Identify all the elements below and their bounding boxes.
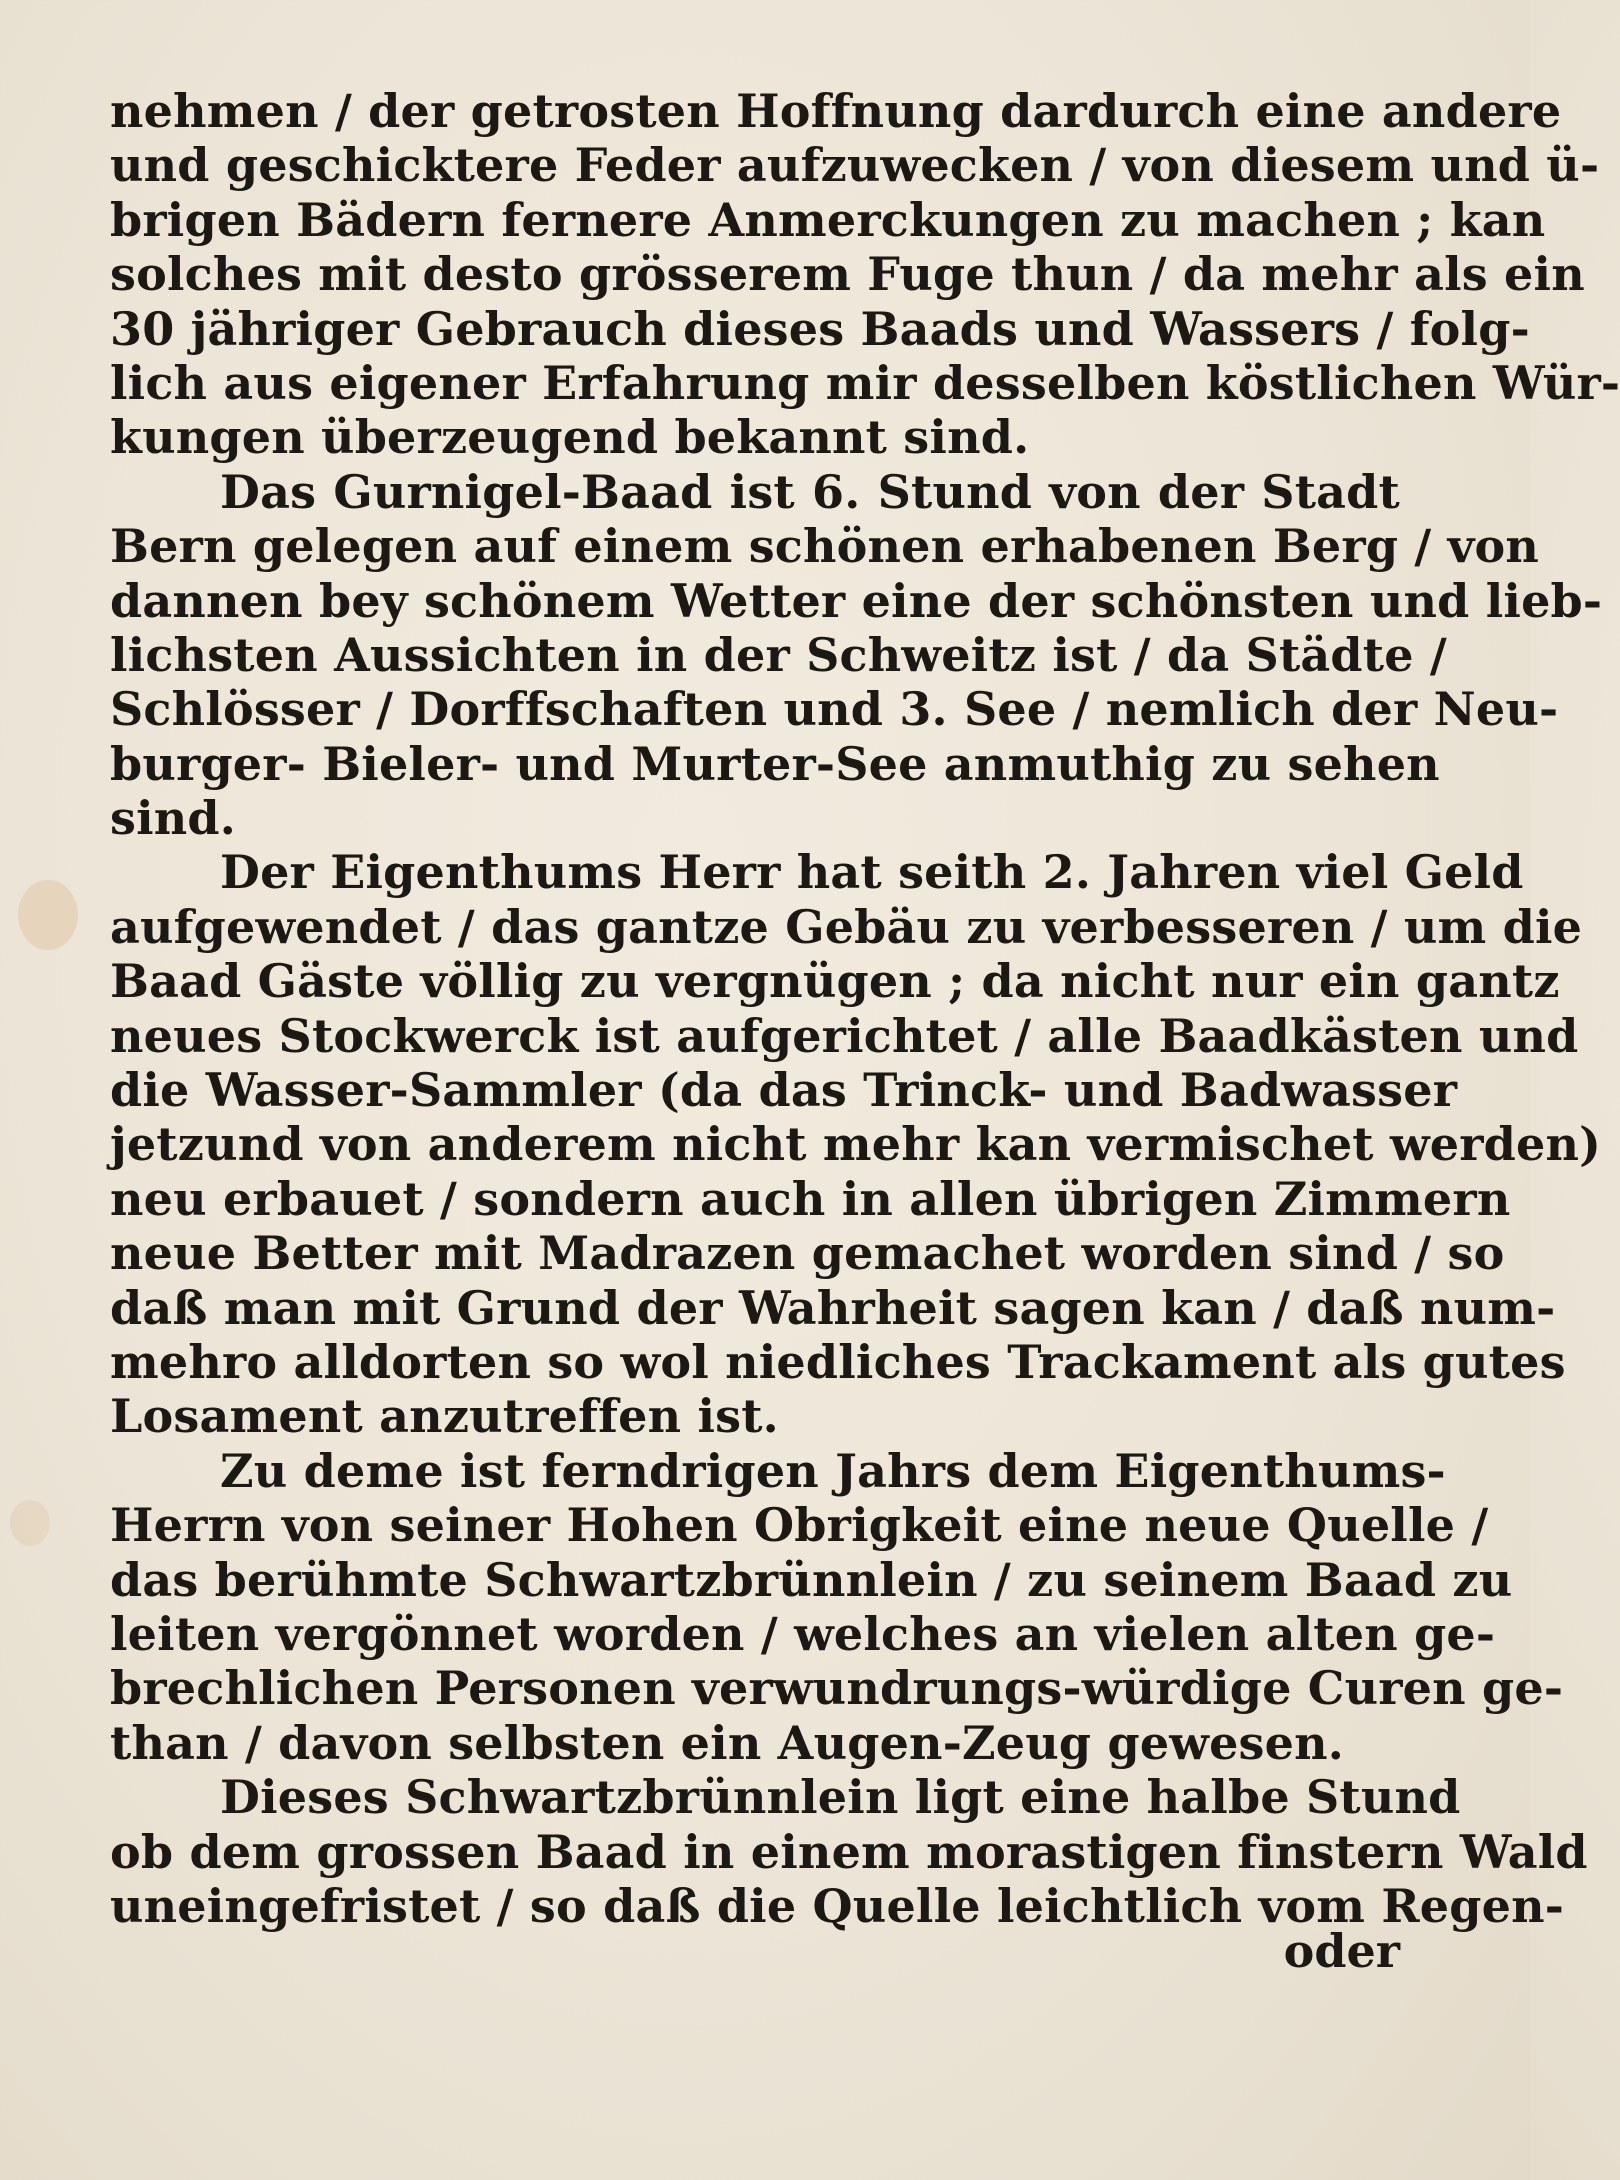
text-line: die Wasser-Sammler (da das Trinck- und Badwasser bbox=[110, 1063, 1458, 1118]
body-text bbox=[110, 84, 1620, 1933]
text-line: neu erbauet / sondern auch in allen übrigen Zimmern bbox=[110, 1171, 1511, 1226]
text-line: solches mit desto grösserem Fuge thun / da mehr als ein bbox=[110, 247, 1585, 302]
text-line: mehro alldorten so wol niedliches Trackament als gutes bbox=[110, 1334, 1566, 1389]
text-line: 30 jähriger Gebrauch dieses Baads und Wassers / folg- bbox=[110, 301, 1530, 356]
text-line: aufgewendet / das gantze Gebäu zu verbesseren / um die bbox=[110, 899, 1583, 954]
text-line: das berühmte Schwartzbrünnlein / zu seinem Baad zu bbox=[110, 1552, 1513, 1607]
text-line: Bern gelegen auf einem schönen erhabenen Berg / von bbox=[110, 519, 1540, 574]
text-line: und geschicktere Feder aufzuwecken / von diesem und ü- bbox=[110, 138, 1600, 193]
text-line: lich aus eigener Erfahrung mir desselben köstlichen Wür- bbox=[110, 355, 1620, 410]
text-line: nehmen / der getrosten Hoffnung dardurch eine andere bbox=[110, 84, 1562, 138]
paragraph-first-line: Der Eigenthums Herr hat seith 2. Jahren viel Geld bbox=[220, 845, 1524, 900]
text-line: ob dem grossen Baad in einem morastigen finstern Wald bbox=[110, 1824, 1588, 1879]
text-line: daß man mit Grund der Wahrheit sagen kan / daß num- bbox=[110, 1280, 1556, 1335]
text-line: burger- Bieler- und Murter-See anmuthig zu sehen bbox=[110, 736, 1440, 791]
catchword: oder bbox=[1283, 1924, 1400, 1978]
text-line: dannen bey schönem Wetter eine der schönsten und lieb- bbox=[110, 573, 1603, 628]
text-line: brigen Bädern fernere Anmerckungen zu machen ; kan bbox=[110, 192, 1546, 247]
paragraph-first-line: Zu deme ist ferndrigen Jahrs dem Eigenthums- bbox=[220, 1443, 1446, 1498]
text-line: Schlösser / Dorffschaften und 3. See / nemlich der Neu- bbox=[110, 682, 1559, 737]
text-line: leiten vergönnet worden / welches an vielen alten ge- bbox=[110, 1606, 1496, 1661]
text-line: kungen überzeugend bekannt sind. bbox=[110, 410, 1030, 465]
paper-stain bbox=[18, 880, 78, 950]
text-line: brechlichen Personen verwundrungs-würdige Curen ge- bbox=[110, 1661, 1564, 1716]
text-line: sind. bbox=[110, 791, 236, 846]
paragraph-first-line: Das Gurnigel-Baad ist 6. Stund von der Stadt bbox=[220, 464, 1400, 519]
text-line: neues Stockwerck ist aufgerichtet / alle Baadkästen und bbox=[110, 1008, 1579, 1063]
text-line: jetzund von anderem nicht mehr kan vermischet werden) bbox=[110, 1117, 1602, 1172]
text-line: lichsten Aussichten in der Schweitz ist / da Städte / bbox=[110, 627, 1447, 682]
text-line: than / davon selbsten ein Augen-Zeug gewesen. bbox=[110, 1715, 1344, 1770]
paragraph-first-line: Dieses Schwartzbrünnlein ligt eine halbe Stund bbox=[220, 1770, 1461, 1825]
paper-stain bbox=[10, 1500, 50, 1546]
text-line: neue Better mit Madrazen gemachet worden sind / so bbox=[110, 1226, 1505, 1281]
text-line: Baad Gäste völlig zu vergnügen ; da nicht nur ein gantz bbox=[110, 954, 1560, 1009]
text-line: Herrn von seiner Hohen Obrigkeit eine neue Quelle / bbox=[110, 1498, 1489, 1553]
text-line: uneingefristet / so daß die Quelle leichtlich vom Regen- bbox=[110, 1878, 1565, 1933]
text-line: Losament anzutreffen ist. bbox=[110, 1389, 779, 1444]
